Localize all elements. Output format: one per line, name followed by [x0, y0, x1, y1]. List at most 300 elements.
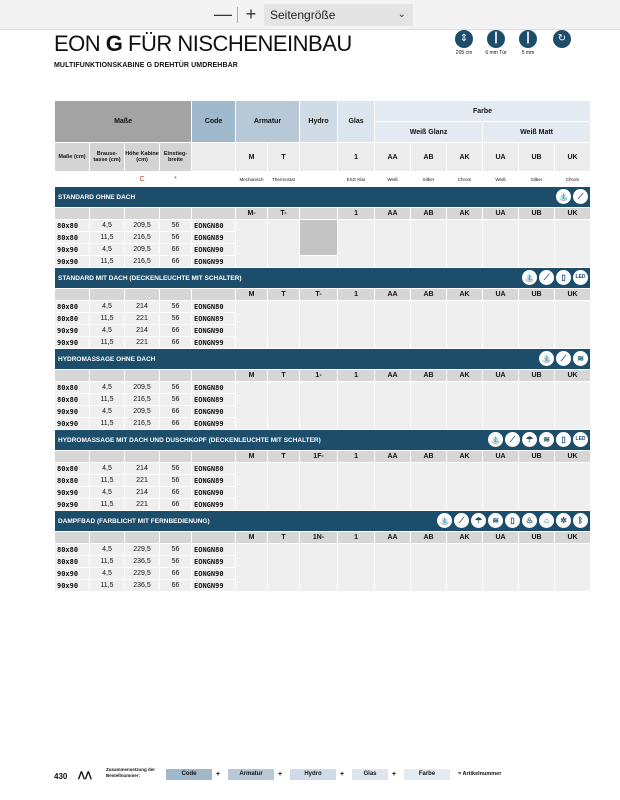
cell-option-empty — [519, 544, 554, 591]
cell-option-empty — [483, 382, 518, 429]
formula-part-code: Code — [166, 769, 212, 780]
cell-masse: 80x80 — [55, 475, 89, 486]
header-code: Code — [192, 101, 235, 142]
formula-plus: + — [392, 771, 397, 778]
section-icons — [520, 270, 588, 286]
height-icon: ⇕ — [455, 30, 473, 48]
cell-brausetasse: 4,5 — [90, 382, 124, 393]
cell-masse: 80x80 — [55, 382, 89, 393]
note-star: * — [174, 175, 177, 183]
hand-shower-icon: ⟋ — [505, 432, 520, 447]
rotate-feature — [551, 30, 573, 48]
col-einstieg: Einstieg-breite — [160, 143, 191, 171]
cell-einstieg: 56 — [160, 313, 191, 324]
zoom-select[interactable] — [264, 4, 413, 26]
cell-option-empty — [338, 463, 374, 510]
code-m: M — [236, 532, 267, 543]
cell-hoehe: 221 — [125, 313, 159, 324]
cell-brausetasse: 4,5 — [90, 244, 124, 255]
code-row-empty — [90, 370, 124, 381]
note-empty — [90, 172, 124, 186]
code-row-empty — [55, 532, 89, 543]
cell-masse: 80x80 — [55, 556, 89, 567]
code-hydro: T- — [300, 289, 337, 300]
cell-einstieg: 56 — [160, 544, 191, 555]
cell-option-empty — [483, 463, 518, 510]
code-aa: AA — [375, 208, 410, 219]
col-m: M — [236, 143, 267, 171]
code-t: T — [268, 370, 299, 381]
viewer-toolbar — [0, 0, 620, 30]
cell-hoehe: 221 — [125, 475, 159, 486]
code-ab: AB — [411, 370, 446, 381]
rotate-icon: ↻ — [553, 30, 571, 48]
note-thermostat: Thermostat — [272, 176, 295, 182]
title-bold: G — [105, 31, 123, 56]
jets-icon: ≋ — [488, 513, 503, 528]
cell-brausetasse: 4,5 — [90, 544, 124, 555]
cell-brausetasse: 4,5 — [90, 220, 124, 231]
code-m: M- — [236, 208, 267, 219]
side-glass-feature — [517, 30, 539, 56]
title-suffix: FÜR NISCHENEINBAU — [122, 31, 352, 56]
section-title — [55, 268, 590, 288]
cell-option-empty — [375, 301, 410, 348]
cell-masse: 90x90 — [55, 568, 89, 579]
cell-masse: 80x80 — [55, 463, 89, 474]
note-glas: ESG Klar — [346, 176, 366, 182]
cell-code: EONGN99 — [192, 256, 235, 267]
note-ak: Chrom — [457, 176, 472, 182]
cell-option-empty — [300, 463, 337, 510]
hand-shower-icon: ⟋ — [573, 189, 588, 204]
cell-option-empty — [447, 301, 482, 348]
cell-hoehe: 216,5 — [125, 232, 159, 243]
formula-part-glas: Glas — [352, 769, 388, 780]
cell-option-empty — [375, 382, 410, 429]
code-row-empty — [90, 208, 124, 219]
zoom-in-button[interactable]: + — [245, 4, 257, 24]
cell-einstieg: 56 — [160, 220, 191, 231]
note-aa: Weiß — [387, 176, 398, 182]
code-hydro: 1- — [300, 370, 337, 381]
cell-brausetasse: 4,5 — [90, 463, 124, 474]
col-glas: 1 — [338, 143, 374, 171]
cell-einstieg: 66 — [160, 580, 191, 591]
side-glass-caption: 5 mm — [521, 50, 535, 56]
cell-option-empty — [555, 301, 590, 348]
shower-tray-icon: ⛲ — [556, 189, 571, 204]
cell-code: EONGN99 — [192, 580, 235, 591]
cell-option-empty — [268, 301, 299, 348]
section-header — [55, 511, 590, 531]
note-ab: Silber — [422, 176, 435, 182]
cell-option-empty — [338, 220, 374, 267]
table-row — [55, 463, 590, 474]
table-row — [55, 544, 590, 555]
col-uk: UK — [555, 143, 590, 171]
header-weiss-glanz: Weiß Glanz — [375, 122, 482, 142]
code-hydro: 1N- — [300, 532, 337, 543]
cell-einstieg: 66 — [160, 418, 191, 429]
cell-code: EONGN80 — [192, 301, 235, 312]
section-icons — [486, 432, 588, 448]
led-icon: LED — [573, 432, 588, 447]
col-code-empty — [192, 143, 235, 171]
code-uk: UK — [555, 370, 590, 381]
code-ua: UA — [483, 289, 518, 300]
code-hydro — [300, 208, 337, 219]
cell-brausetasse: 11,5 — [90, 256, 124, 267]
note-empty — [55, 172, 89, 186]
cell-option-empty — [447, 382, 482, 429]
zoom-out-button[interactable]: — — [214, 4, 232, 24]
cell-hoehe: 229,5 — [125, 544, 159, 555]
cell-option-empty — [519, 301, 554, 348]
cell-option-empty — [236, 301, 267, 348]
brand-logo-icon: ᐱᐱ — [78, 771, 92, 782]
cell-code: EONGN80 — [192, 544, 235, 555]
code-uk: UK — [555, 532, 590, 543]
cell-option-empty — [483, 301, 518, 348]
hand-shower-icon: ⟋ — [454, 513, 469, 528]
code-row-empty — [125, 451, 159, 462]
cell-code: EONGN89 — [192, 394, 235, 405]
note-uk: Chrom — [565, 176, 580, 182]
code-aa: AA — [375, 289, 410, 300]
formula-plus: + — [216, 771, 221, 778]
cell-option-empty — [236, 544, 267, 591]
header-glas: Glas — [338, 101, 374, 142]
cell-masse: 90x90 — [55, 580, 89, 591]
cell-option-empty — [236, 463, 267, 510]
section-header — [55, 349, 590, 369]
formula-part-farbe: Farbe — [404, 769, 450, 780]
code-row-empty — [160, 532, 191, 543]
cell-brausetasse: 4,5 — [90, 487, 124, 498]
cell-brausetasse: 4,5 — [90, 301, 124, 312]
fan-icon: ✲ — [556, 513, 571, 528]
code-ub: UB — [519, 370, 554, 381]
cell-einstieg: 56 — [160, 232, 191, 243]
cell-brausetasse: 4,5 — [90, 406, 124, 417]
cell-hoehe: 216,5 — [125, 418, 159, 429]
code-glas: 1 — [338, 370, 374, 381]
cell-brausetasse: 4,5 — [90, 325, 124, 336]
rain-shower-icon: ☂ — [471, 513, 486, 528]
code-ab: AB — [411, 208, 446, 219]
product-table — [54, 100, 591, 592]
cell-option-empty — [519, 220, 554, 267]
code-ub: UB — [519, 208, 554, 219]
cell-einstieg: 56 — [160, 301, 191, 312]
cell-option-empty — [375, 544, 410, 591]
order-code-label: Zusammensetzung der Bestellnummer: — [106, 767, 156, 778]
code-ub: UB — [519, 532, 554, 543]
cell-option-empty — [411, 544, 446, 591]
cell-einstieg: 66 — [160, 499, 191, 510]
section-title-text: STANDARD OHNE DACH — [58, 193, 136, 201]
cell-option-empty — [300, 301, 337, 348]
cell-masse: 80x80 — [55, 232, 89, 243]
note-empty — [192, 172, 235, 186]
code-aa: AA — [375, 370, 410, 381]
formula-result: = Artikelnummer — [458, 771, 502, 777]
zoom-select-value: Seitengröße — [270, 8, 336, 22]
cell-einstieg: 56 — [160, 463, 191, 474]
shower-tray-icon: ⛲ — [488, 432, 503, 447]
cell-code: EONGN80 — [192, 382, 235, 393]
header-armatur: Armatur — [236, 101, 299, 142]
cell-masse: 90x90 — [55, 256, 89, 267]
hand-shower-icon: ⟋ — [556, 351, 571, 366]
cell-option-empty — [300, 220, 337, 255]
code-ab: AB — [411, 451, 446, 462]
section-header — [55, 187, 590, 207]
glass-side-icon: ┃ — [519, 30, 537, 48]
cell-option-empty — [268, 220, 299, 267]
code-row-empty — [160, 289, 191, 300]
col-ua: UA — [483, 143, 518, 171]
cell-code: EONGN89 — [192, 232, 235, 243]
header-weiss-matt: Weiß Matt — [483, 122, 590, 142]
cell-option-empty — [483, 544, 518, 591]
cell-option-empty — [338, 544, 374, 591]
code-t: T — [268, 289, 299, 300]
code-t: T — [268, 451, 299, 462]
cell-option-empty — [519, 463, 554, 510]
bluetooth-icon: ᛒ — [573, 513, 588, 528]
cell-option-empty — [411, 382, 446, 429]
code-row-empty — [160, 370, 191, 381]
cell-masse: 80x80 — [55, 301, 89, 312]
code-m: M — [236, 451, 267, 462]
cell-hoehe: 221 — [125, 499, 159, 510]
cell-code: EONGN89 — [192, 556, 235, 567]
cell-brausetasse: 11,5 — [90, 394, 124, 405]
code-uk: UK — [555, 289, 590, 300]
cell-masse: 80x80 — [55, 313, 89, 324]
section-title — [55, 349, 590, 369]
code-ak: AK — [447, 370, 482, 381]
cell-option-empty — [555, 220, 590, 267]
section-title-text: DAMPFBAD (FARBLICHT MIT FERNBEDIENUNG) — [58, 517, 210, 525]
code-ua: UA — [483, 208, 518, 219]
section-code-row — [55, 532, 590, 543]
section-title-text: STANDARD MIT DACH (DECKENLEUCHTE MIT SCHALTER) — [58, 274, 242, 282]
header-hydro: Hydro — [300, 101, 337, 142]
title-prefix: EON — [54, 31, 106, 56]
code-ak: AK — [447, 451, 482, 462]
mirror-icon: ▯ — [556, 270, 571, 285]
section-code-row — [55, 451, 590, 462]
section-title — [55, 187, 590, 207]
cell-einstieg: 56 — [160, 394, 191, 405]
cell-hoehe: 214 — [125, 301, 159, 312]
code-row-empty — [90, 451, 124, 462]
cell-code: EONGN99 — [192, 337, 235, 348]
cell-option-empty — [375, 220, 410, 267]
code-ua: UA — [483, 370, 518, 381]
col-hydro-empty — [300, 143, 337, 171]
section-title — [55, 511, 590, 531]
shower-tray-icon: ⛲ — [539, 351, 554, 366]
code-ub: UB — [519, 451, 554, 462]
code-glas: 1 — [338, 208, 374, 219]
code-row-empty — [192, 370, 235, 381]
code-ak: AK — [447, 208, 482, 219]
code-row-empty — [125, 208, 159, 219]
cell-code: EONGN89 — [192, 475, 235, 486]
cell-brausetasse: 11,5 — [90, 580, 124, 591]
section-header — [55, 430, 590, 450]
cell-option-empty — [483, 220, 518, 267]
col-ab: AB — [411, 143, 446, 171]
cell-einstieg: 56 — [160, 475, 191, 486]
section-icons — [435, 513, 588, 529]
cell-option-empty — [411, 463, 446, 510]
seat-icon: ⌂ — [539, 513, 554, 528]
cell-option-empty — [375, 463, 410, 510]
col-masse: Maße (cm) — [55, 143, 89, 171]
code-ab: AB — [411, 289, 446, 300]
code-t: T — [268, 532, 299, 543]
code-ab: AB — [411, 532, 446, 543]
code-ak: AK — [447, 532, 482, 543]
cell-option-empty — [555, 382, 590, 429]
col-brausetasse: Brause-tasse (cm) — [90, 143, 124, 171]
formula-part-hydro: Hydro — [290, 769, 336, 780]
cell-masse: 90x90 — [55, 244, 89, 255]
section-icons — [537, 351, 588, 367]
code-glas: 1 — [338, 532, 374, 543]
door-glass-feature — [485, 30, 507, 56]
cell-option-empty — [268, 544, 299, 591]
cell-einstieg: 66 — [160, 568, 191, 579]
cell-code: EONGN90 — [192, 568, 235, 579]
door-glass-caption: 6 mm Tür — [485, 50, 507, 56]
sections-body — [55, 187, 590, 591]
cell-option-empty — [300, 256, 337, 267]
chevron-down-icon: ⌄ — [397, 9, 406, 20]
page-subtitle: MULTIFUNKTIONSKABINE G DREHTÜR UMDREHBAR — [54, 62, 238, 69]
section-icons — [554, 189, 588, 205]
code-row-empty — [192, 451, 235, 462]
formula-plus: + — [340, 771, 345, 778]
cell-masse: 80x80 — [55, 544, 89, 555]
cell-hoehe: 221 — [125, 337, 159, 348]
cell-brausetasse: 11,5 — [90, 313, 124, 324]
formula-part-armatur: Armatur — [228, 769, 274, 780]
cell-brausetasse: 11,5 — [90, 556, 124, 567]
note-ua: Weiß — [495, 176, 506, 182]
code-glas: 1 — [338, 289, 374, 300]
cell-option-empty — [236, 220, 267, 267]
formula-plus: + — [278, 771, 283, 778]
table-row — [55, 220, 590, 231]
col-t: T — [268, 143, 299, 171]
cell-hoehe: 209,5 — [125, 244, 159, 255]
cell-option-empty — [300, 544, 337, 591]
code-aa: AA — [375, 532, 410, 543]
cell-option-empty — [268, 463, 299, 510]
cell-code: EONGN99 — [192, 499, 235, 510]
cell-einstieg: 66 — [160, 487, 191, 498]
height-caption: 205 cm — [455, 50, 473, 56]
code-row-empty — [192, 208, 235, 219]
cell-option-empty — [447, 220, 482, 267]
code-uk: UK — [555, 208, 590, 219]
cell-code: EONGN90 — [192, 325, 235, 336]
rain-shower-icon: ☂ — [522, 432, 537, 447]
cell-option-empty — [268, 382, 299, 429]
cell-brausetasse: 11,5 — [90, 232, 124, 243]
hand-shower-icon: ⟋ — [539, 270, 554, 285]
code-aa: AA — [375, 451, 410, 462]
cell-masse: 90x90 — [55, 418, 89, 429]
cell-hoehe: 209,5 — [125, 406, 159, 417]
section-title-text: HYDROMASSAGE OHNE DACH — [58, 355, 156, 363]
cell-hoehe: 209,5 — [125, 382, 159, 393]
cell-option-empty — [236, 382, 267, 429]
cell-brausetasse: 11,5 — [90, 337, 124, 348]
cell-code: EONGN99 — [192, 418, 235, 429]
cell-hoehe: 236,5 — [125, 580, 159, 591]
code-row-empty — [55, 289, 89, 300]
cell-code: EONGN89 — [192, 313, 235, 324]
note-ub: Silber — [530, 176, 543, 182]
section-title-text: HYDROMASSAGE MIT DACH UND DUSCHKOPF (DECKENLEUCHTE MIT SCHALTER) — [58, 436, 321, 444]
cell-option-empty — [338, 301, 374, 348]
header-masse: Maße — [55, 101, 191, 142]
cell-hoehe: 216,5 — [125, 256, 159, 267]
cell-code: EONGN90 — [192, 487, 235, 498]
col-ak: AK — [447, 143, 482, 171]
cell-code: EONGN90 — [192, 406, 235, 417]
code-ub: UB — [519, 289, 554, 300]
feature-icons — [453, 30, 578, 64]
cell-einstieg: 56 — [160, 556, 191, 567]
steam-icon: ♨ — [522, 513, 537, 528]
cell-code: EONGN80 — [192, 463, 235, 474]
code-m: M — [236, 370, 267, 381]
cell-einstieg: 66 — [160, 406, 191, 417]
code-row-empty — [192, 289, 235, 300]
code-row-empty — [125, 532, 159, 543]
cell-masse: 90x90 — [55, 406, 89, 417]
height-feature — [453, 30, 475, 56]
cell-masse: 90x90 — [55, 499, 89, 510]
col-aa: AA — [375, 143, 410, 171]
section-code-row — [55, 289, 590, 300]
header-farbe: Farbe — [375, 101, 590, 121]
note-empty — [300, 172, 337, 186]
section-header — [55, 268, 590, 288]
jets-icon: ≋ — [573, 351, 588, 366]
shower-tray-icon: ⛲ — [522, 270, 537, 285]
mirror-icon: ▯ — [505, 513, 520, 528]
cell-einstieg: 66 — [160, 325, 191, 336]
code-t: T- — [268, 208, 299, 219]
code-row-empty — [125, 289, 159, 300]
cell-hoehe: 236,5 — [125, 556, 159, 567]
col-hoehe: Höhe Kabine (cm) — [125, 143, 159, 171]
cell-hoehe: 214 — [125, 487, 159, 498]
cell-option-empty — [447, 463, 482, 510]
code-hydro: 1F- — [300, 451, 337, 462]
section-title — [55, 430, 590, 450]
cell-option-empty — [411, 301, 446, 348]
